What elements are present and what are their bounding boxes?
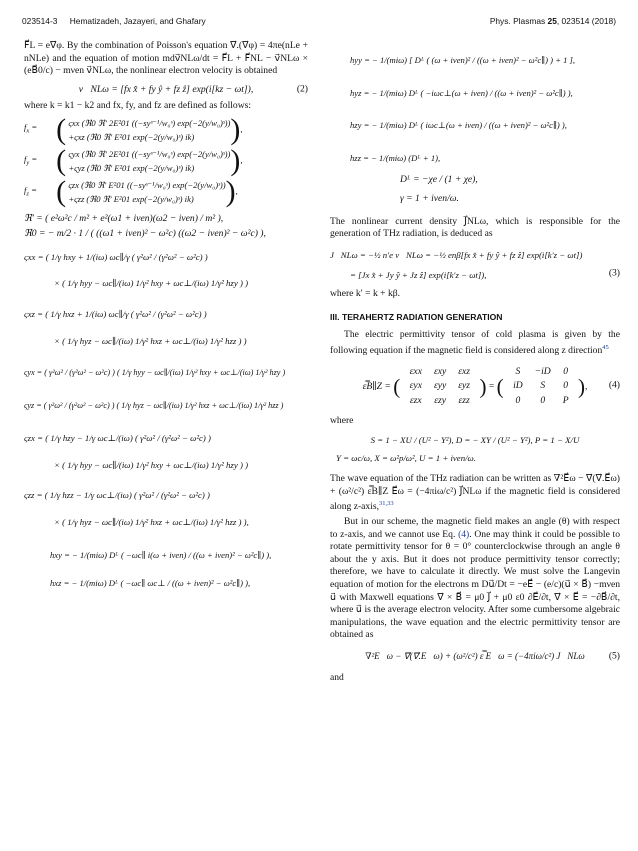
authors: Hematizadeh, Jazayeri, and Ghafary [69, 16, 206, 26]
permittivity-paragraph [330, 329, 620, 357]
h-zz: hzz = − 1/(miω) (Dᴸ + 1), [350, 152, 441, 163]
wave-equation-text [330, 473, 620, 514]
epsilon-matrix-cell: εyx [409, 380, 422, 392]
epsilon-matrix [403, 364, 477, 410]
sigma-xx [24, 251, 308, 290]
sigma-zz-line1: ςzz = ( 1/γ hzz − 1/γ ωc⊥/(iω) ( γ²ω² / (γ²ω² − ω²c) ) [24, 490, 210, 501]
eq2-number: (2) [296, 83, 308, 95]
equation-5 [330, 650, 620, 664]
sdp-matrix-cell: 0 [515, 394, 521, 406]
sigma-zz-line2: × ( 1/γ hyz − ωc∥/(iω) 1/γ² hxz + ωc⊥/(iω) 1/γ² hzz ) ), [54, 517, 249, 528]
sigma-zx-line2: × ( 1/γ hyy − ωc∥/(iω) 1/γ² hxy + ωc⊥/(iω) 1/γ² hzy ) ) [54, 459, 249, 470]
sdp-matrix-cell: iD [513, 380, 523, 392]
intro-paragraph: F⃗L = e∇⃗φ. By the combination of Poisson's equation ∇⃗.(∇⃗φ) = 4πe(nLe + nNLe) and the equation of motion mdv⃗NLω/dt = F⃗L + F⃗NL − v⃗NLω × (eB⃗0/c) − mνen v⃗NLω, the nonlinear electron velocity is obtained [24, 40, 308, 77]
sdp-definitions: S = 1 − XU / (U² − Y²), D = − XY / (U² − Y²), P = 1 − X/U [370, 434, 580, 445]
yxu-definitions: Y = ωc/ω, X = ω²p/ω², U = 1 + iνen/ω. [336, 453, 476, 464]
eq3-number: (3) [608, 267, 620, 279]
epsilon-matrix-cell: εzx [409, 394, 422, 406]
permittivity-text: The electric permittivity tensor of cold plasma is given by the following equation if the magnetic field is considered along z direction [330, 329, 620, 356]
right-column [330, 40, 620, 686]
langevin-paragraph [330, 516, 620, 642]
sigma-xz [24, 308, 308, 347]
sigma-xz-line1: ςxz = ( 1/γ hxz + 1/(iω) ωc∥/γ ( γ²ω² / (γ²ω² − ω²c) ) [24, 308, 207, 319]
current-density-text: The nonlinear current density J⃗NLω, which is responsible for the generation of THz radiation, is deduced as [330, 215, 620, 240]
para2-rest: . One may think it could be possible to rotate permittivity tensor for θ = 0° counterclockwise through an angle θ about the y axis. But it does not produce permittivity tensor correctly; therefore, we have to calculate it directly. We must solve the Langevin equation of motion for the electrons m Du⃗/Dt = −eE⃗ − (e/c)(u⃗ × B⃗) −mνen u⃗ with Maxwell equations ∇⃗ × B⃗ = μ0 J⃗ + μ0 ε0 ∂E⃗/∂t, ∇⃗ × E⃗ = −∂B⃗/∂t, where u⃗ is the average electron velocity. After some cumbersome algebraic manipulations, the wave equation and the electric permittivity tensor are obtained as [330, 528, 620, 641]
article-year: , 023514 (2018) [556, 16, 616, 26]
epsilon-matrix-cell: εxz [458, 365, 471, 377]
reference-31-33[interactable]: 31,33 [379, 500, 394, 508]
where-k-prime: where k′ = k + kβ. [330, 287, 401, 299]
sigma-yz: ςyz = ( γ²ω² / (γ²ω² − ω²c) ) ( 1/γ hyz − ωc∥/(iω) 1/γ² hxz + ωc⊥/(iω) 1/γ² hzz ) [24, 400, 284, 410]
sdp-matrix-cell: 0 [563, 365, 569, 377]
fx-line1: ςxx (ℜ0 ℜ′ 2E²01 ((−syˢ⁻¹/w₀ˢ) exp(−2(y/w₀)ˢ)) [68, 117, 231, 128]
equation-2 [24, 84, 308, 97]
fy-line1: ςyx (ℜ0 ℜ′ 2E²01 ((−syˢ⁻¹/w₀ˢ) exp(−2(y/w₀)ˢ)) [68, 149, 231, 160]
h-yz: hyz = − 1/(miω) Dᴸ ( −iωc⊥(ω + iνen) / ((ω + iνen)² − ω²c∥) ), [350, 87, 573, 98]
r-prime-definition: ℜ′ = ( e²ω²c / m² + e²(ω1 + iνen)(ω2 − iνen) / m² ), [24, 212, 224, 224]
sdp-matrix-cell: S [515, 365, 521, 377]
section-heading: III. TERAHERTZ RADIATION GENERATION [330, 311, 503, 322]
sdp-matrix-cell: P [562, 394, 569, 406]
h-yy: hyy = − 1/(miω) [ Dᴸ ( (ω + iνen)² / ((ω + iνen)² − ω²c∥) ) + 1 ], [350, 55, 576, 65]
sigma-xx-line2: × ( 1/γ hyy − ωc∥/(iω) 1/γ² hxy + ωc⊥/(iω) 1/γ² hzy ) ) [54, 278, 249, 289]
fz-line1: ςzx (ℜ0 ℜ′ E²01 ((−syˢ⁻¹/w₀ˢ) exp(−2(y/w₀)ˢ)) [68, 180, 226, 191]
sigma-zz [24, 489, 308, 528]
eq4-link[interactable]: (4) [458, 528, 470, 540]
h-xz: hxz = − 1/(miω) Dᴸ ( −ωc∥ ωc⊥ / ((ω + iνen)² − ω²c∥) ), [50, 578, 251, 589]
reference-45[interactable]: 45 [602, 343, 609, 351]
equation-4: ε̿B∥Z = ( εxx εxy εxz εyx εyy εyz εzx εzy εzz ) = ( S −iD 0 iD S 0 0 0 P ), (4) [330, 364, 620, 410]
eq4-lhs: ε̿B∥Z = [362, 380, 391, 392]
epsilon-matrix-cell: εxy [433, 365, 447, 377]
epsilon-matrix-cell: εyy [433, 380, 447, 392]
eq4-number: (4) [608, 380, 620, 392]
and-text: and [330, 671, 344, 683]
sdp-matrix [506, 364, 576, 410]
sigma-zx-line1: ςzx = ( 1/γ hzy − 1/γ ωc⊥/(iω) ( γ²ω² / (γ²ω² − ω²c) ) [24, 433, 211, 444]
eq5-number: (5) [608, 650, 620, 662]
fy-definition: $f_y$ = ( ςyx (ℜ0 ℜ′ 2E²01 ((−syˢ⁻¹/w₀ˢ) exp(−2(y/w₀)ˢ)) +ςyz (ℜ0 ℜ′ E²01 exp(−2(y/w₀)ˢ) ik) ), [24, 143, 243, 177]
sdp-matrix-cell: 0 [563, 380, 569, 392]
wave-text: The wave equation of the THz radiation can be written as ∇²E⃗ω − ∇⃗(∇⃗.E⃗ω) + (ω²/c²) ε̿B∥Z E⃗ω = (−4πiω/c²) J⃗NLω if the magnetic field is considered along z-axis, [330, 473, 620, 513]
fz-line2: +ςzz (ℜ0 ℜ′ E²01 exp(−2(y/w₀)ˢ) ik) [68, 193, 194, 204]
fy-line2: +ςyz (ℜ0 ℜ′ E²01 exp(−2(y/w₀)ˢ) ik) [68, 162, 195, 173]
where-k-text: where k = k1 − k2 and fx, fy, and fz are defined as follows: [24, 100, 252, 112]
para2-start: But in our scheme, the magnetic field makes an angle (θ) with respect to z-axis, and we cannot use Eq. [330, 516, 620, 540]
sigma-zx [24, 432, 308, 471]
page-id: 023514-3 [22, 16, 58, 26]
sdp-matrix-cell: 0 [540, 394, 546, 406]
eq3-line2: = [Jx x̂ + Jy ŷ + Jz ẑ] exp(i[k′z − ωt]), [350, 270, 487, 281]
sdp-matrix-cell: S [540, 380, 546, 392]
h-zy: hzy = − 1/(miω) Dᴸ ( iωc⊥(ω + iνen) / ((ω + iνen)² − ω²c∥) ), [350, 120, 567, 131]
d-l-definition: Dᴸ = −χe / (1 + χe), [400, 174, 478, 186]
eq4-equals: = [488, 380, 495, 392]
fz-definition: $f_z$ = ( ςzx (ℜ0 ℜ′ E²01 ((−syˢ⁻¹/w₀ˢ) exp(−2(y/w₀)ˢ)) +ςzz (ℜ0 ℜ′ E²01 exp(−2(y/w₀)ˢ) ik) ), [24, 175, 238, 209]
epsilon-matrix-cell: εyz [458, 380, 471, 392]
eq5-body: ∇²E⃗ω − ∇⃗(∇⃗.E⃗ω) + (ω²/c²) ε̿ E⃗ω = (−4πiω/c²) J⃗NLω [365, 650, 585, 661]
epsilon-matrix-cell: εxx [409, 365, 422, 377]
sigma-xz-line2: × ( 1/γ hyz − ωc∥/(iω) 1/γ² hxz + ωc⊥/(iω) 1/γ² hzz ) ) [54, 335, 247, 346]
eq2-body: v⃗NLω = [fx x̂ + fy ŷ + fz ẑ] exp(i[kz − ωt]), [78, 83, 254, 95]
epsilon-matrix-cell: εzy [434, 394, 446, 406]
left-column [24, 40, 308, 593]
equation-3 [330, 249, 620, 282]
fx-definition: $f_x$ = ( ςxx (ℜ0 ℜ′ 2E²01 ((−syˢ⁻¹/w₀ˢ) exp(−2(y/w₀)ˢ)) +ςxz (ℜ0 ℜ′ E²01 exp(−2(y/w₀)ˢ) ik) ), [24, 112, 243, 146]
h-xy: hxy = − 1/(miω) Dᴸ ( −ωc∥ i(ω + iνen) / ((ω + iνen)² − ω²c∥) ), [50, 549, 272, 560]
r0-definition: ℜ0 = − m/2 · 1 / ( ((ω1 + iνen)² − ω²c) ((ω2 − iνen)² − ω²c) ), [24, 228, 266, 240]
journal-name: Phys. Plasmas [489, 16, 546, 26]
eq3-line1: J⃗NLω = −½ n′e v⃗NLω = −½ enβ[fx x̂ + fy ŷ + fz ẑ] exp(i[k′z − ωt]) [330, 249, 583, 260]
fx-line2: +ςxz (ℜ0 ℜ′ E²01 exp(−2(y/w₀)ˢ) ik) [68, 131, 195, 142]
page-header [22, 16, 616, 30]
sdp-matrix-cell: −iD [534, 365, 551, 377]
journal-volume: 25 [547, 16, 557, 26]
sigma-yx: ςyx = ( γ²ω² / (γ²ω² − ω²c) ) ( 1/γ hyy − ωc∥/(iω) 1/γ² hxy + ωc⊥/(iω) 1/γ² hzy ) [24, 368, 286, 378]
gamma-definition: γ = 1 + iνen/ω. [400, 192, 459, 204]
sigma-xx-line1: ςxx = ( 1/γ hxy + 1/(iω) ωc∥/γ ( γ²ω² / (γ²ω² − ω²c) ) [24, 251, 208, 262]
journal-ref [490, 16, 616, 26]
epsilon-matrix-cell: εzz [458, 394, 470, 406]
where-text: where [330, 415, 354, 427]
